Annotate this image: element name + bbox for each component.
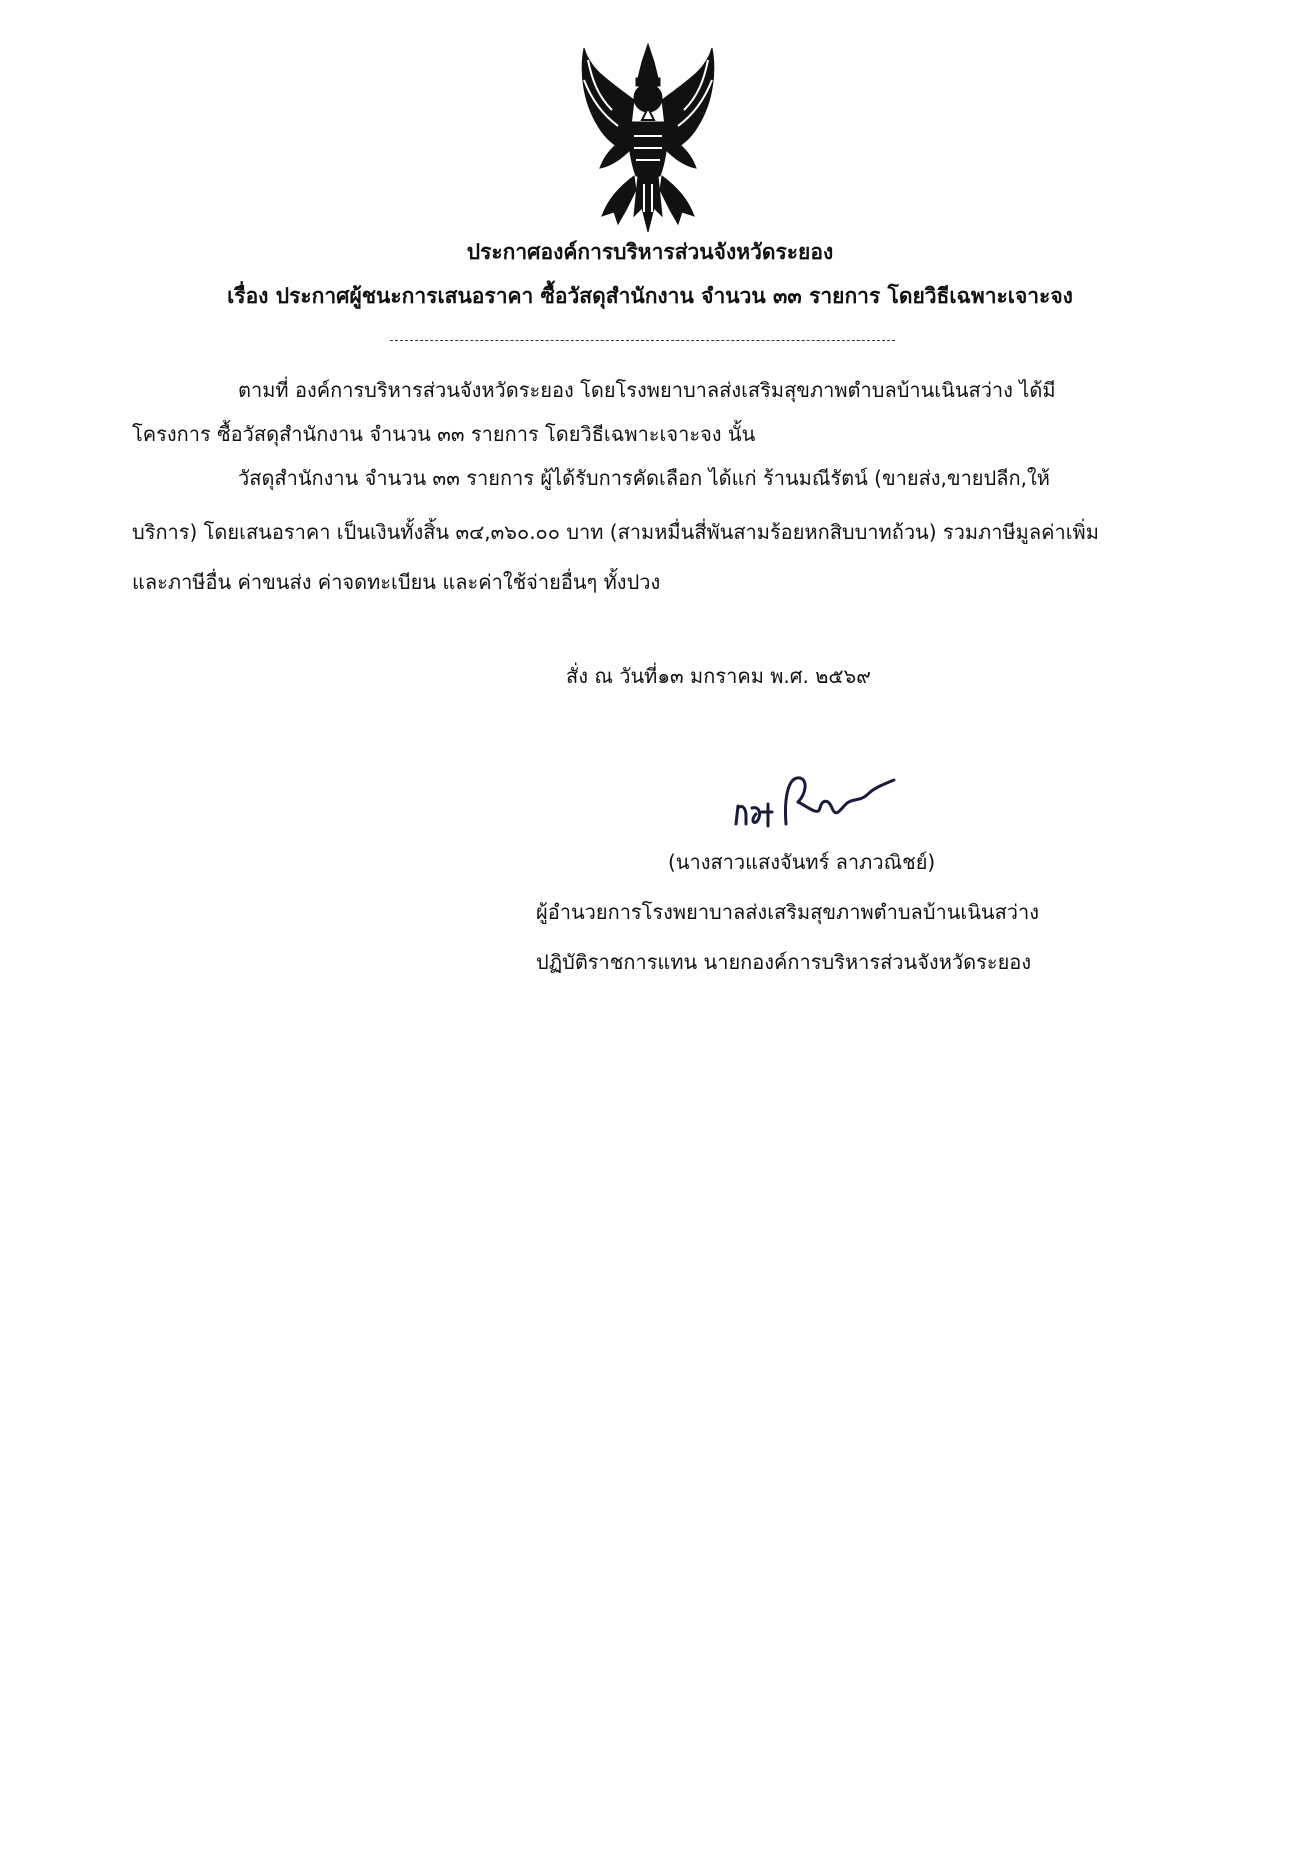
date-line: สั่ง ณ วันที่๑๓ มกราคม พ.ศ. ๒๕๖๙ <box>566 664 871 688</box>
signatory-name: (นางสาวแสงจันทร์ ลาภวณิชย์) <box>668 850 936 874</box>
announcement-subject: เรื่อง ประกาศผู้ชนะการเสนอราคา ซื้อวัสดุสำนักงาน จำนวน ๓๓ รายการ โดยวิธีเฉพาะเจาะจง <box>227 284 1073 308</box>
paragraph-1-line-1: ตามที่ องค์การบริหารส่วนจังหวัดระยอง โดยโรงพยาบาลส่งเสริมสุขภาพตำบลบ้านเนินสว่าง ได้มี <box>238 378 1056 402</box>
paragraph-2-line-1: วัสดุสำนักงาน จำนวน ๓๓ รายการ ผู้ได้รับการคัดเลือก ได้แก่ ร้านมณีรัตน์ (ขายส่ง,ขายปลีก,ให้ <box>238 466 1050 490</box>
handwritten-signature-icon <box>728 768 898 838</box>
announcement-title: ประกาศองค์การบริหารส่วนจังหวัดระยอง <box>466 240 834 264</box>
paragraph-2-line-2: บริการ) โดยเสนอราคา เป็นเงินทั้งสิ้น ๓๔,๓๖๐.๐๐ บาท (สามหมื่นสี่พันสามร้อยหกสิบบาทถ้วน) รวมภาษีมูลค่าเพิ่ม <box>132 520 1099 544</box>
paragraph-1-line-2: โครงการ ซื้อวัสดุสำนักงาน จำนวน ๓๓ รายการ โดยวิธีเฉพาะเจาะจง นั้น <box>132 422 756 446</box>
garuda-emblem-icon <box>578 40 718 236</box>
signatory-position-2: ปฏิบัติราชการแทน นายกองค์การบริหารส่วนจังหวัดระยอง <box>536 950 1032 974</box>
signatory-position-1: ผู้อำนวยการโรงพยาบาลส่งเสริมสุขภาพตำบลบ้านเนินสว่าง <box>536 900 1040 924</box>
paragraph-2-line-3: และภาษีอื่น ค่าขนส่ง ค่าจดทะเบียน และค่าใช้จ่ายอื่นๆ ทั้งปวง <box>132 570 661 594</box>
separator-line <box>390 340 895 341</box>
